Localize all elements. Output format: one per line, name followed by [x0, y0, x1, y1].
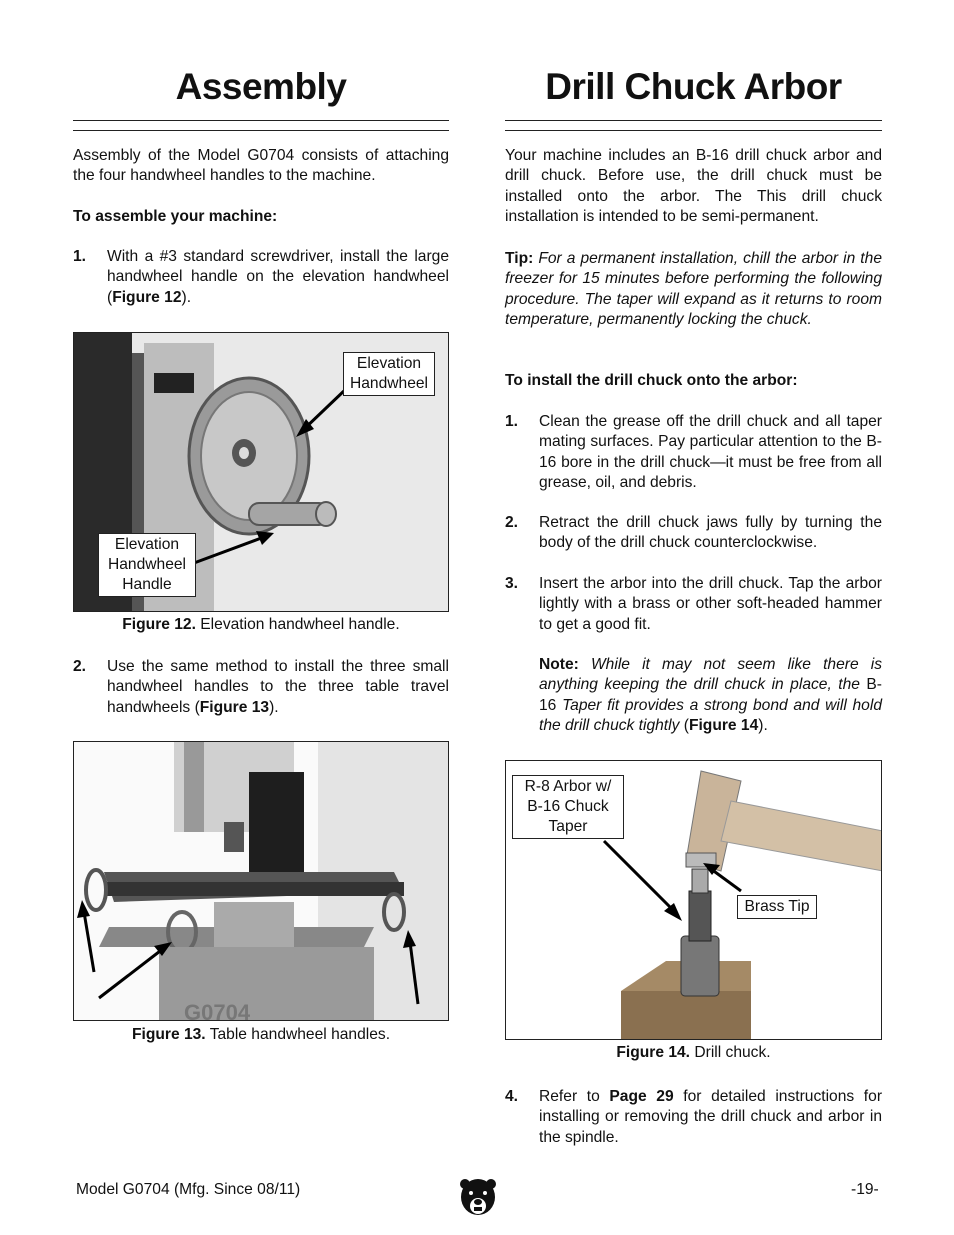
step-text: Retract the drill chuck jaws fully by turning the body of the drill chuck counterclockwise.	[539, 514, 882, 552]
callout-elevation-handwheel: Elevation Handwheel	[343, 352, 435, 396]
figure-12-reference: Figure 12	[112, 288, 182, 306]
step-number: 2.	[505, 514, 519, 531]
step-number: 1.	[73, 248, 87, 265]
mill-table-illustration	[74, 742, 449, 1021]
figure-12-photo	[73, 332, 449, 612]
figure-14-caption: Figure 14. Drill chuck.	[616, 1044, 771, 1061]
footer-model: Model G0704 (Mfg. Since 08/11)	[76, 1181, 301, 1198]
arbor-step-2	[505, 513, 882, 554]
heading-rule-top	[73, 120, 449, 121]
assembly-step-2	[73, 657, 449, 718]
callout-brass-tip: Brass Tip	[737, 895, 817, 919]
step-number: 3.	[505, 575, 519, 592]
arbor-tip: Tip: For a permanent installation, chill the arbor in the freezer for 15 minutes before performing the following procedure. The taper will expand as it returns to room temperature, permanently locking the chuck.	[505, 250, 882, 328]
page-29-reference: Page 29	[609, 1088, 674, 1105]
assembly-step-1	[73, 247, 449, 308]
step-number: 1.	[505, 413, 519, 430]
assembly-subheading: To assemble your machine:	[73, 208, 278, 225]
arbor-step-1	[505, 412, 882, 493]
figure-13-caption: Figure 13. Table handwheel handles.	[131, 1026, 391, 1043]
heading-rule-bottom	[505, 130, 882, 131]
callout-r8-arbor: R-8 Arbor w/ B-16 Chuck Taper	[512, 775, 624, 839]
figure-14-reference: Figure 14	[688, 716, 759, 734]
step-number: 4.	[505, 1088, 519, 1105]
figure-13-reference: Figure 13	[199, 698, 270, 716]
g0704-stamp: G0704	[184, 1000, 251, 1021]
callout-elevation-handwheel-handle: Elevation Handwheel Handle	[98, 533, 196, 597]
step-text: With a #3 standard screwdriver, install the large handwheel handle on the elevation handwheel (Figure 12).	[107, 248, 449, 306]
figure-13-photo	[73, 741, 449, 1021]
note-text: Note: While it may not seem like there is anything keeping the drill chuck in place, the B-16 Taper fit provides a strong bond and will hold the drill chuck tightly (Figure 14).	[539, 656, 882, 734]
heading-rule-top	[505, 120, 882, 121]
heading-rule-bottom	[73, 130, 449, 131]
bear-head-icon	[459, 1177, 497, 1219]
arbor-intro: Your machine includes an B-16 drill chuck arbor and drill chuck. Before use, the drill chuck must be installed onto the arbor. The This drill chuck installation is intended to be semi-permanent.	[505, 147, 882, 225]
figure-14-photo	[505, 760, 882, 1040]
drill-chuck-arbor-heading: Drill Chuck Arbor	[545, 66, 842, 107]
arbor-subheading: To install the drill chuck onto the arbor:	[505, 372, 798, 389]
figure-12-caption: Figure 12. Elevation handwheel handle.	[122, 616, 400, 633]
footer-page-number: -19-	[851, 1181, 879, 1198]
arbor-step-3	[505, 574, 882, 635]
step-text: Refer to Page 29 for detailed instructions for installing or removing the drill chuck and arbor in the spindle.	[539, 1088, 883, 1146]
assembly-intro: Assembly of the Model G0704 consists of attaching the four handwheel handles to the machine.	[73, 147, 449, 185]
assembly-heading: Assembly	[175, 66, 347, 107]
arbor-step-4	[505, 1087, 882, 1148]
step-text: Clean the grease off the drill chuck and all taper mating surfaces. Pay particular attention to the B-16 bore in the drill chuck—it must be free from all grease, oil, and debris.	[539, 413, 882, 491]
step-text: Use the same method to install the three small handwheel handles to the three table travel handwheels (Figure 13).	[107, 658, 449, 716]
step-number: 2.	[73, 658, 87, 675]
step-text: Insert the arbor into the drill chuck. Tap the arbor lightly with a brass or other soft-headed hammer to get a good fit.	[539, 575, 882, 633]
arbor-note	[505, 655, 882, 736]
